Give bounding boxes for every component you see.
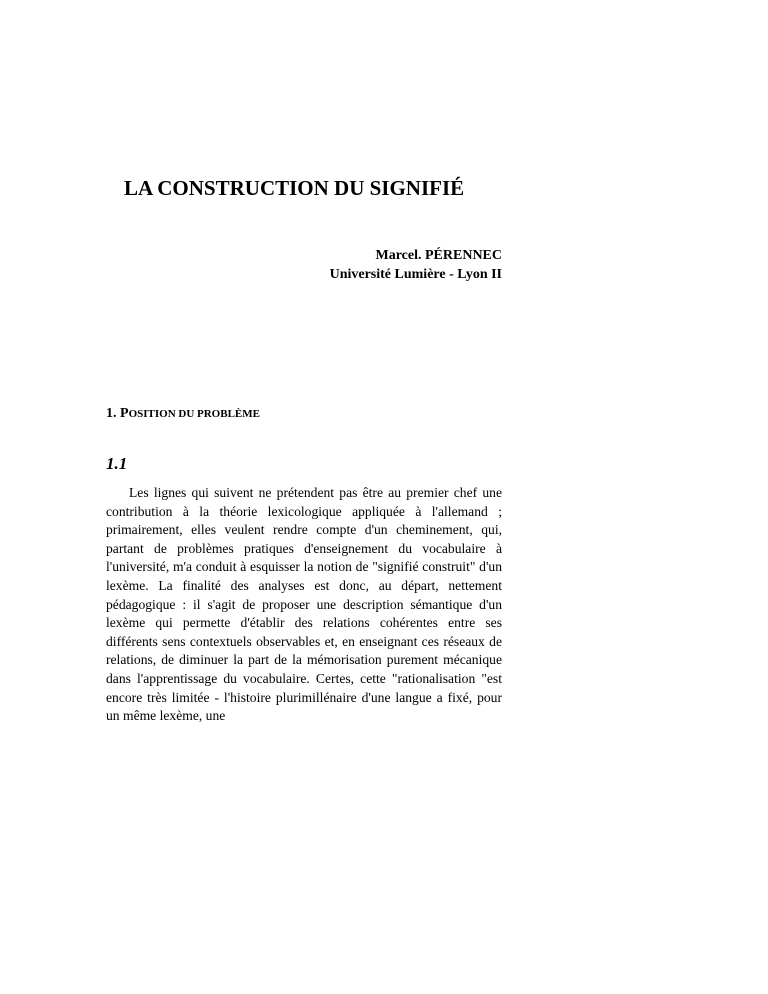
author-affiliation: Université Lumière - Lyon II <box>329 267 502 282</box>
author-name: Marcel. PÉRENNEC <box>375 248 502 263</box>
body-paragraph: Les lignes qui suivent ne prétendent pas être au premier chef une contribution à la théorie lexicologique appliquée à l'allemand ; primairement, elles veulent rendre compte d'un cheminement, qui, partant de problèmes pratiques d'enseignement du vocabulaire à l'université, m'a conduit à esquisser la notion de "signifié construit" d'un lexème. La finalité des analyses est donc, au départ, nettement pédagogique : il s'agit de proposer une description sémantique d'un lexème qui permette d'établir des relations cohérentes entre ses différents sens contextuels observables et, en enseignant ces réseaux de relations, de diminuer la part de la mémorisation purement mécanique dans l'apprentissage du vocabulaire. Certes, cette "rationalisation "est encore très limitée - l'histoire plurimillénaire d'une langue a fixé, pour un même lexème, une <box>106 485 502 724</box>
section-title-rest: OSITION DU PROBLÈME <box>128 408 260 420</box>
section-number: 1. <box>106 406 117 421</box>
section-title-initial: P <box>120 406 129 421</box>
page-title: LA CONSTRUCTION DU SIGNIFIÉ <box>124 176 465 200</box>
section-heading <box>106 405 260 423</box>
author-block <box>260 246 502 284</box>
subsection-heading: 1.1 <box>106 454 128 473</box>
